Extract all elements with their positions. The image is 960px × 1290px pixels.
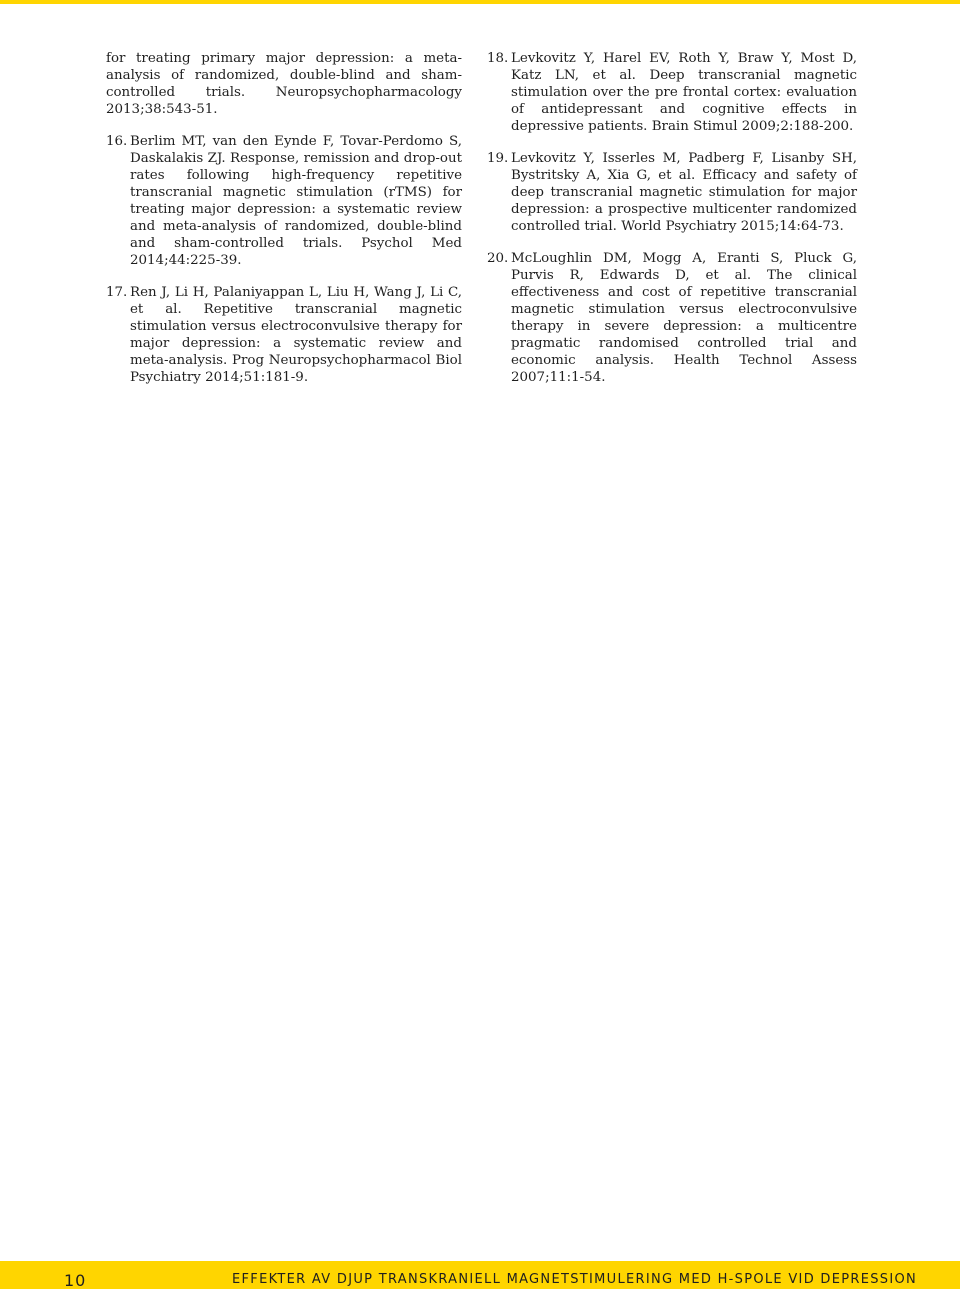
reference-text: Levkovitz Y, Harel EV, Roth Y, Braw Y, Most D, Katz LN, et al. Deep transcranial magnetic stimulation over the pre frontal cortex: evaluation of antidepressant and cognitive effects in depressive patients. Brain Stimul 2009;2:188-200. bbox=[511, 51, 857, 134]
footer-band bbox=[0, 1261, 960, 1289]
right-reference-column bbox=[487, 50, 857, 401]
reference-18 bbox=[487, 50, 857, 135]
page-number: 10 bbox=[64, 1271, 87, 1290]
left-reference-column bbox=[106, 50, 462, 401]
reference-17 bbox=[106, 284, 462, 386]
reference-text: McLoughlin DM, Mogg A, Eranti S, Pluck G, Purvis R, Edwards D, et al. The clinical effectiveness and cost of repetitive transcranial magnetic stimulation versus electroconvulsive therapy in severe depression: a multicentre pragmatic randomised controlled trial and economic analysis. Health Technol Assess 2007;11:1-54. bbox=[511, 251, 857, 385]
top-accent-band bbox=[0, 0, 960, 4]
reference-continuation: for treating primary major depression: a meta-analysis of randomized, double-blind and sham-controlled trials. Neuropsychopharmacology 2013;38:543-51. bbox=[106, 51, 462, 117]
reference-16 bbox=[106, 133, 462, 269]
reference-number: 20. bbox=[487, 251, 509, 266]
reference-number: 18. bbox=[487, 51, 509, 66]
reference-text: Ren J, Li H, Palaniyappan L, Liu H, Wang J, Li C, et al. Repetitive transcranial magnetic stimulation versus electroconvulsive therapy for major depression: a systematic review and meta-analysis. Prog Neuropsychopharmacol Biol Psychiatry 2014;51:181-9. bbox=[130, 285, 462, 385]
reference-text: Berlim MT, van den Eynde F, Tovar-Perdomo S, Daskalakis ZJ. Response, remission and drop-out rates following high-frequency repetitive transcranial magnetic stimulation (rTMS) for treating major depression: a systematic review and meta-analysis of randomized, double-blind and sham-controlled trials. Psychol Med 2014;44:225-39. bbox=[130, 134, 462, 268]
reference-number: 17. bbox=[106, 285, 128, 300]
reference-number: 16. bbox=[106, 134, 128, 149]
reference-text: Levkovitz Y, Isserles M, Padberg F, Lisanby SH, Bystritsky A, Xia G, et al. Efficacy and safety of deep transcranial magnetic stimulation for major depression: a prospective multicenter randomized controlled trial. World Psychiatry 2015;14:64-73. bbox=[511, 151, 857, 234]
reference-19 bbox=[487, 150, 857, 235]
running-title: EFFEKTER AV DJUP TRANSKRANIELL MAGNETSTIMULERING MED H-SPOLE VID DEPRESSION bbox=[232, 1272, 918, 1287]
reference-20 bbox=[487, 250, 857, 386]
reference-number: 19. bbox=[487, 151, 509, 166]
